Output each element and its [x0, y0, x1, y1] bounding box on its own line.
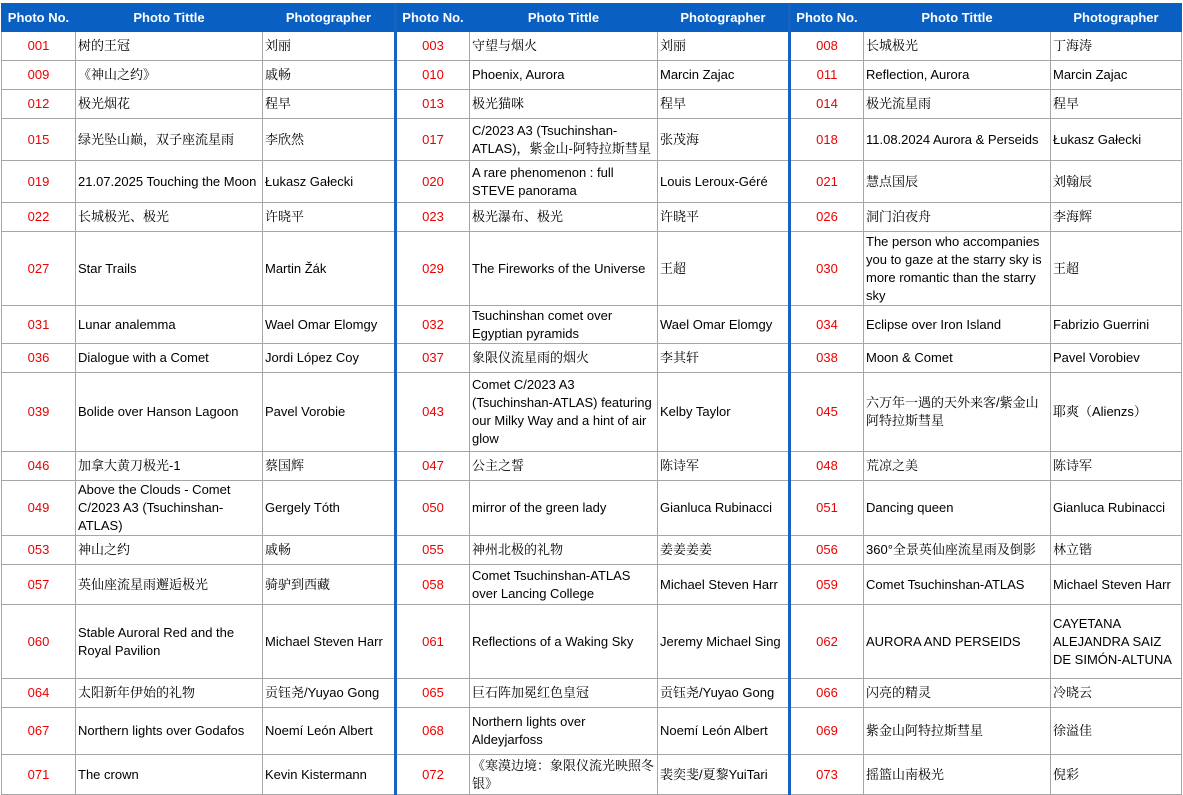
photo-title-cell: 荒凉之美	[864, 452, 1051, 481]
photo-title-cell: 神州北极的礼物	[470, 536, 658, 565]
photo-no-cell: 032	[396, 306, 470, 344]
photographer-cell: Gianluca Rubinacci	[658, 481, 790, 536]
photo-no-cell: 019	[2, 161, 76, 203]
photo-title-cell: 树的王冠	[76, 32, 263, 61]
photo-no-cell: 036	[2, 344, 76, 373]
photographer-cell: 贡钰尧/Yuyao Gong	[658, 679, 790, 708]
photo-title-cell: Dancing queen	[864, 481, 1051, 536]
photo-no-cell: 064	[2, 679, 76, 708]
photo-no-cell: 009	[2, 61, 76, 90]
photo-title-cell: 长城极光	[864, 32, 1051, 61]
photo-title-cell: 太阳新年伊始的礼物	[76, 679, 263, 708]
photo-no-cell: 037	[396, 344, 470, 373]
photographer-cell: Marcin Zajac	[658, 61, 790, 90]
table-row	[2, 679, 1182, 708]
photographer-cell: 贡钰尧/Yuyao Gong	[263, 679, 396, 708]
table-row	[2, 565, 1182, 605]
photographer-cell: Michael Steven Harr	[658, 565, 790, 605]
photo-no-cell: 049	[2, 481, 76, 536]
photo-title-cell: Stable Auroral Red and the Royal Pavilion	[76, 605, 263, 679]
photo-title-cell: The crown	[76, 755, 263, 795]
photo-title-cell: 慧点国辰	[864, 161, 1051, 203]
photo-title-cell: 洞门泊夜舟	[864, 203, 1051, 232]
photo-no-cell: 026	[790, 203, 864, 232]
table-row	[2, 344, 1182, 373]
table-row	[2, 452, 1182, 481]
photo-title-cell: 极光猫咪	[470, 90, 658, 119]
photo-title-cell: 21.07.2025 Touching the Moon	[76, 161, 263, 203]
table-row	[2, 481, 1182, 536]
photo-no-cell: 068	[396, 708, 470, 755]
photo-no-cell: 046	[2, 452, 76, 481]
photographer-cell: Wael Omar Elomgy	[658, 306, 790, 344]
photographer-cell: Noemí León Albert	[658, 708, 790, 755]
header-photo-title-1: Photo Tittle	[76, 4, 263, 32]
photo-title-cell: Bolide over Hanson Lagoon	[76, 373, 263, 452]
photo-title-cell: Comet Tsuchinshan-ATLAS over Lancing College	[470, 565, 658, 605]
photo-title-cell: 极光烟花	[76, 90, 263, 119]
photo-title-cell: 加拿大黄刀极光-1	[76, 452, 263, 481]
photo-title-cell: 极光瀑布、极光	[470, 203, 658, 232]
photographer-cell: 程早	[1051, 90, 1182, 119]
photographer-cell: 戚畅	[263, 61, 396, 90]
photographer-cell: Łukasz Gałecki	[1051, 119, 1182, 161]
photo-no-cell: 073	[790, 755, 864, 795]
header-photo-title-2: Photo Tittle	[470, 4, 658, 32]
photographer-cell: 许晓平	[658, 203, 790, 232]
photo-no-cell: 027	[2, 232, 76, 306]
photo-title-cell: Northern lights over Godafos	[76, 708, 263, 755]
photo-no-cell: 066	[790, 679, 864, 708]
photo-title-cell: 紫金山阿特拉斯彗星	[864, 708, 1051, 755]
photo-no-cell: 048	[790, 452, 864, 481]
photo-no-cell: 001	[2, 32, 76, 61]
photographer-cell: Jeremy Michael Sing	[658, 605, 790, 679]
photo-no-cell: 017	[396, 119, 470, 161]
photo-title-cell: Dialogue with a Comet	[76, 344, 263, 373]
table-row	[2, 61, 1182, 90]
header-photographer-3: Photographer	[1051, 4, 1182, 32]
photographer-cell: Fabrizio Guerrini	[1051, 306, 1182, 344]
photographer-cell: 刘丽	[263, 32, 396, 61]
photographer-cell: 李欣然	[263, 119, 396, 161]
header-photo-no-2: Photo No.	[396, 4, 470, 32]
photographer-cell: 陈诗军	[658, 452, 790, 481]
photo-title-cell: Moon & Comet	[864, 344, 1051, 373]
photo-no-cell: 031	[2, 306, 76, 344]
photographer-cell: Łukasz Gałecki	[263, 161, 396, 203]
header-photographer-2: Photographer	[658, 4, 790, 32]
photo-no-cell: 053	[2, 536, 76, 565]
photo-title-cell: 公主之誓	[470, 452, 658, 481]
table-row	[2, 605, 1182, 679]
photo-no-cell: 029	[396, 232, 470, 306]
photo-title-cell: 巨石阵加冕红色皇冠	[470, 679, 658, 708]
photo-title-cell: 闪亮的精灵	[864, 679, 1051, 708]
photographer-cell: 冷晓云	[1051, 679, 1182, 708]
photo-no-cell: 071	[2, 755, 76, 795]
photographer-cell: Pavel Vorobiev	[1051, 344, 1182, 373]
photographer-cell: 张茂海	[658, 119, 790, 161]
photo-no-cell: 013	[396, 90, 470, 119]
photo-no-cell: 062	[790, 605, 864, 679]
photographer-cell: 耶爽（Alienzs）	[1051, 373, 1182, 452]
photo-list-table	[1, 3, 1182, 795]
photo-title-cell: Eclipse over Iron Island	[864, 306, 1051, 344]
photo-title-cell	[470, 119, 658, 161]
photographer-cell: CAYETANA ALEJANDRA SAIZ DE SIMÓN-ALTUNA	[1051, 605, 1182, 679]
photo-title-cell: Northern lights over Aldeyjarfoss	[470, 708, 658, 755]
photo-title-cell: 360°全景英仙座流星雨及倒影	[864, 536, 1051, 565]
photo-no-cell: 051	[790, 481, 864, 536]
photo-title-cell: 神山之约	[76, 536, 263, 565]
photo-title-cell: 六万年一遇的天外来客/紫金山阿特拉斯彗星	[864, 373, 1051, 452]
photo-no-cell: 050	[396, 481, 470, 536]
photographer-cell: Michael Steven Harr	[263, 605, 396, 679]
photographer-cell: 刘翰辰	[1051, 161, 1182, 203]
photo-no-cell: 058	[396, 565, 470, 605]
table-row	[2, 203, 1182, 232]
photo-no-cell: 072	[396, 755, 470, 795]
table-row	[2, 373, 1182, 452]
photo-title-cell: mirror of the green lady	[470, 481, 658, 536]
photo-no-cell: 039	[2, 373, 76, 452]
photo-title-cell: Comet Tsuchinshan-ATLAS	[864, 565, 1051, 605]
photo-title-cell: Comet C/2023 A3 (Tsuchinshan-ATLAS) featuring our Milky Way and a hint of air glow	[470, 373, 658, 452]
photo-title-cell: Above the Clouds - Comet C/2023 A3 (Tsuchinshan-ATLAS)	[76, 481, 263, 536]
photo-title-cell: Lunar analemma	[76, 306, 263, 344]
photographer-cell: Gergely Tóth	[263, 481, 396, 536]
photo-title-cell: 摇篮山南极光	[864, 755, 1051, 795]
photographer-cell: Wael Omar Elomgy	[263, 306, 396, 344]
photo-no-cell: 047	[396, 452, 470, 481]
photo-no-cell: 060	[2, 605, 76, 679]
photo-title-cell: Phoenix, Aurora	[470, 61, 658, 90]
table-row	[2, 306, 1182, 344]
header-photo-no-1: Photo No.	[2, 4, 76, 32]
photographer-cell: 林立锴	[1051, 536, 1182, 565]
photo-no-cell: 057	[2, 565, 76, 605]
photo-no-cell: 056	[790, 536, 864, 565]
photo-no-cell: 020	[396, 161, 470, 203]
photographer-cell: Michael Steven Harr	[1051, 565, 1182, 605]
photo-title-cell-text: C/2023 A3 (Tsuchinshan-ATLAS)，紫金山-阿特拉斯彗星	[472, 122, 651, 156]
photographer-cell: 李海辉	[1051, 203, 1182, 232]
photo-no-cell: 021	[790, 161, 864, 203]
photographer-cell: Martin Žák	[263, 232, 396, 306]
header-photo-title-3: Photo Tittle	[864, 4, 1051, 32]
photographer-cell: 倪彩	[1051, 755, 1182, 795]
photo-no-cell: 043	[396, 373, 470, 452]
photo-title-cell: 《神山之约》	[76, 61, 263, 90]
photo-no-cell: 010	[396, 61, 470, 90]
photographer-cell: Louis Leroux-Géré	[658, 161, 790, 203]
photographer-cell: Noemí León Albert	[263, 708, 396, 755]
photo-no-cell: 061	[396, 605, 470, 679]
photographer-cell: 骑驴到西藏	[263, 565, 396, 605]
photo-title-cell: 守望与烟火	[470, 32, 658, 61]
photographer-cell: 陈诗军	[1051, 452, 1182, 481]
photographer-cell: Kevin Kistermann	[263, 755, 396, 795]
table-row	[2, 755, 1182, 795]
photographer-cell: 王超	[658, 232, 790, 306]
photo-no-cell: 059	[790, 565, 864, 605]
photo-no-cell: 012	[2, 90, 76, 119]
photo-no-cell: 030	[790, 232, 864, 306]
photographer-cell: 程早	[658, 90, 790, 119]
photo-title-cell: 11.08.2024 Aurora & Perseids	[864, 119, 1051, 161]
photo-title-cell: Star Trails	[76, 232, 263, 306]
photographer-cell: 蔡国辉	[263, 452, 396, 481]
photographer-cell: 刘丽	[658, 32, 790, 61]
photo-no-cell: 008	[790, 32, 864, 61]
photographer-cell: Jordi López Coy	[263, 344, 396, 373]
photo-title-cell: 英仙座流星雨邂逅极光	[76, 565, 263, 605]
photographer-cell: 程早	[263, 90, 396, 119]
header-photographer-1: Photographer	[263, 4, 396, 32]
table-row	[2, 161, 1182, 203]
photo-no-cell: 023	[396, 203, 470, 232]
photo-no-cell: 045	[790, 373, 864, 452]
photo-title-cell: The Fireworks of the Universe	[470, 232, 658, 306]
photo-no-cell: 069	[790, 708, 864, 755]
photographer-cell: 戚畅	[263, 536, 396, 565]
photographer-cell: 姜姜姜姜	[658, 536, 790, 565]
photographer-cell: 裴奕斐/夏黎YuiTari	[658, 755, 790, 795]
photo-no-cell: 014	[790, 90, 864, 119]
photographer-cell: 徐溢佳	[1051, 708, 1182, 755]
photographer-cell: 李其轩	[658, 344, 790, 373]
photo-title-cell: 极光流星雨	[864, 90, 1051, 119]
table-row	[2, 536, 1182, 565]
photo-title-cell: Reflections of a Waking Sky	[470, 605, 658, 679]
photo-no-cell: 003	[396, 32, 470, 61]
photo-no-cell: 011	[790, 61, 864, 90]
photo-no-cell: 067	[2, 708, 76, 755]
photographer-cell: 许晓平	[263, 203, 396, 232]
photo-title-cell-text: 《寒漠边境：象限仪流光映照冬银》	[472, 757, 655, 791]
table-row	[2, 232, 1182, 306]
photographer-cell: Kelby Taylor	[658, 373, 790, 452]
photo-title-cell: A rare phenomenon : full STEVE panorama	[470, 161, 658, 203]
header-row	[2, 4, 1182, 32]
photo-no-cell: 018	[790, 119, 864, 161]
photo-title-cell: The person who accompanies you to gaze at the starry sky is more romantic than the starry sky	[864, 232, 1051, 306]
photo-no-cell: 015	[2, 119, 76, 161]
photo-title-cell: AURORA AND PERSEIDS	[864, 605, 1051, 679]
photo-title-cell: 象限仪流星雨的烟火	[470, 344, 658, 373]
photo-no-cell: 022	[2, 203, 76, 232]
photo-title-cell: Tsuchinshan comet over Egyptian pyramids	[470, 306, 658, 344]
photo-title-cell: 绿光坠山巅，双子座流星雨	[76, 119, 263, 161]
photo-no-cell: 065	[396, 679, 470, 708]
photo-no-cell: 034	[790, 306, 864, 344]
photo-no-cell: 055	[396, 536, 470, 565]
table-row	[2, 708, 1182, 755]
table-row	[2, 32, 1182, 61]
photographer-cell: 丁海涛	[1051, 32, 1182, 61]
photo-title-cell: 长城极光、极光	[76, 203, 263, 232]
photographer-cell: Pavel Vorobie	[263, 373, 396, 452]
header-photo-no-3: Photo No.	[790, 4, 864, 32]
photographer-cell: Gianluca Rubinacci	[1051, 481, 1182, 536]
photo-title-cell: Reflection, Aurora	[864, 61, 1051, 90]
photographer-cell: 王超	[1051, 232, 1182, 306]
photo-title-cell	[470, 755, 658, 795]
table-row	[2, 90, 1182, 119]
photographer-cell: Marcin Zajac	[1051, 61, 1182, 90]
table-row	[2, 119, 1182, 161]
photo-no-cell: 038	[790, 344, 864, 373]
